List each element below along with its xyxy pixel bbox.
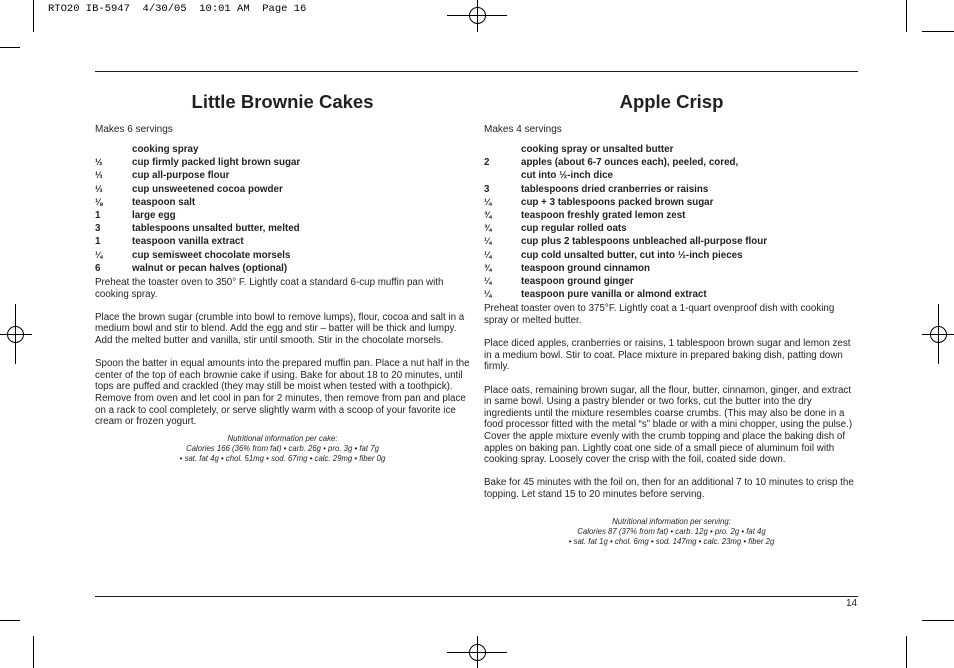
recipe-apple-crisp (484, 88, 859, 547)
page-number: 14 (846, 598, 858, 609)
registration-mark-left-icon (0, 304, 32, 364)
ingredient-name: teaspoon ground ginger (521, 276, 634, 288)
ingredient-continuation: cut into ½-inch dice (521, 170, 613, 182)
registration-mark-right-icon (922, 304, 954, 364)
ingredient-row (484, 235, 859, 248)
ingredient-row (484, 156, 859, 169)
crop-mark-bottom-left-vertical (33, 636, 34, 668)
ingredient-name: cup cold unsalted butter, cut into ½-inch pieces (521, 249, 743, 261)
ingredient-quantity: ½ (95, 157, 103, 168)
ingredient-name: cup semisweet chocolate morsels (132, 249, 291, 261)
ingredient-name: tablespoons unsalted butter, melted (132, 223, 300, 235)
ingredient-list (484, 143, 859, 301)
crop-mark-top-left-vertical (33, 0, 34, 32)
ingredient-row (484, 275, 859, 288)
ingredient-quantity (484, 143, 521, 156)
ingredient-name: teaspoon pure vanilla or almond extract (521, 289, 707, 301)
ingredient-quantity: ¼ (95, 249, 103, 260)
ingredient-row (484, 196, 859, 209)
direction-paragraph: Place the brown sugar (crumble into bowl to remove lumps), flour, cocoa and salt in a medium bowl and stir to blend. Add the egg and stir – batter will be thick and lumpy. Add the melted butter and vanilla, stir until smooth. Stir in the chocolate morsels. (95, 311, 465, 346)
ingredient-name: teaspoon salt (132, 196, 196, 208)
ingredient-quantity: ⅛ (95, 196, 103, 207)
ingredient-row (95, 183, 470, 196)
print-slug: RTO20 IB-5947 4/30/05 10:01 AM Page 16 (48, 3, 307, 15)
crop-mark-top-right-vertical (906, 0, 907, 32)
ingredient-row (95, 143, 470, 156)
direction-paragraph: Bake for 45 minutes with the foil on, then for an additional 7 to 10 minutes to crisp the topping. Let stand 15 to 20 minutes before serving. (484, 477, 854, 500)
registration-mark-bottom-icon (447, 636, 507, 668)
crop-mark-bottom-right-vertical (906, 636, 907, 668)
ingredient-name: cup unsweetened cocoa powder (132, 183, 283, 195)
ingredient-quantity: 1 (95, 236, 101, 248)
ingredient-row (95, 222, 470, 235)
crop-mark-bottom-right-horizontal (922, 620, 954, 621)
nutrition-info (484, 517, 859, 548)
ingredient-row (95, 235, 470, 248)
crop-mark-top-left-horizontal (0, 47, 20, 48)
direction-paragraph: Preheat toaster oven to 375°F. Lightly coat a 1-quart ovenproof dish with cooking spray or melted butter. (484, 303, 835, 327)
nutrition-line: • sat. fat 4g • chol. 51mg • sod. 67mg • calc. 29mg • fiber 0g (179, 454, 386, 464)
ingredient-quantity (95, 143, 132, 156)
ingredient-name: cooking spray or unsalted butter (521, 144, 674, 155)
nutrition-heading: Nutritional information per cake: (227, 433, 338, 443)
ingredient-quantity: 1 (95, 210, 101, 222)
ingredient-quantity: ⅓ (95, 183, 103, 194)
ingredient-quantity: ¾ (484, 223, 492, 234)
recipe-little-brownie-cakes (95, 88, 470, 464)
nutrition-info (95, 434, 470, 465)
recipe-servings: Makes 6 servings (95, 124, 173, 135)
nutrition-line: Calories 166 (36% from fat) • carb. 26g • pro. 3g • fat 7g (186, 443, 379, 453)
ingredient-name: cooking spray (132, 144, 199, 155)
ingredient-row (95, 196, 470, 209)
ingredient-name: teaspoon freshly grated lemon zest (521, 210, 686, 222)
registration-mark-top-icon (447, 0, 507, 32)
crop-mark-bottom-left-horizontal (0, 620, 20, 621)
direction-paragraph: Preheat the toaster oven to 350° F. Lightly coat a standard 6-cup muffin pan with cooking spray. (95, 277, 444, 300)
ingredient-row (484, 222, 859, 235)
direction-paragraph: Place oats, remaining brown sugar, all the flour, butter, cinnamon, ginger, and extract in same bowl. Using a pastry blender or two forks, cut the butter into the dry ingredients until the mixture resembles coarse crumbs. (This may also be done in a food processor fitted with the metal “s” blade or with a mini chopper, using the pulse.) Cover the apple mixture evenly with the crumb topping and place the baking dish of apples on baking pan. Lightly coat one side of a small piece of aluminum foil with cooking spray. Loosely cover the crisp with the foil, coated side down. (484, 384, 853, 466)
ingredient-name: cup firmly packed light brown sugar (132, 157, 301, 169)
ingredient-row (484, 143, 859, 156)
ingredient-row (484, 183, 859, 196)
ingredient-row (95, 169, 470, 182)
crop-mark-top-right-horizontal (922, 31, 954, 32)
ingredient-name: cup all-purpose flour (132, 170, 230, 182)
ingredient-name: large egg (132, 210, 176, 222)
ingredient-quantity: 2 (484, 157, 490, 169)
bottom-rule (95, 596, 858, 597)
ingredient-quantity: 3 (95, 223, 101, 235)
ingredient-name: apples (about 6-7 ounces each), peeled, cored, (521, 157, 739, 169)
nutrition-line: • sat. fat 1g • chol. 6mg • sod. 147mg • calc. 23mg • fiber 2g (568, 536, 775, 546)
ingredient-quantity: 6 (95, 262, 101, 274)
ingredient-name: cup + 3 tablespoons packed brown sugar (521, 196, 714, 208)
ingredient-quantity: ¼ (484, 289, 492, 300)
ingredient-quantity: ¼ (484, 196, 492, 207)
ingredient-row (484, 288, 859, 301)
recipe-title: Little Brownie Cakes (191, 91, 374, 112)
ingredient-name: tablespoons dried cranberries or raisins (521, 183, 709, 195)
ingredient-row (95, 209, 470, 222)
top-rule (95, 71, 858, 72)
ingredient-quantity: ⅓ (95, 170, 103, 181)
ingredient-quantity: ¾ (484, 210, 492, 221)
ingredient-quantity: 3 (484, 183, 490, 195)
ingredient-quantity: ¼ (484, 276, 492, 287)
ingredient-row (95, 156, 470, 169)
recipe-servings: Makes 4 servings (484, 124, 562, 135)
ingredient-list (95, 143, 470, 275)
ingredient-row (484, 249, 859, 262)
direction-paragraph: Place diced apples, cranberries or raisins, 1 tablespoon brown sugar and lemon zest in a medium bowl. Stir to coat. Place mixture in prepared baking dish, patting down firmly. (484, 338, 851, 373)
ingredient-name: cup regular rolled oats (521, 223, 627, 235)
ingredient-quantity: ¼ (484, 236, 492, 247)
nutrition-heading: Nutritional information per serving: (612, 516, 731, 526)
ingredient-name: walnut or pecan halves (optional) (132, 262, 288, 274)
ingredient-name: teaspoon ground cinnamon (521, 262, 650, 274)
ingredient-quantity: ¼ (484, 249, 492, 260)
ingredient-row (484, 262, 859, 275)
ingredient-row (484, 209, 859, 222)
ingredient-row (95, 249, 470, 262)
ingredient-name: teaspoon vanilla extract (132, 236, 244, 248)
ingredient-quantity: ¾ (484, 262, 492, 273)
direction-paragraph: Spoon the batter in equal amounts into the prepared muffin pan. Place a nut half in the center of the top of each brownie cake if using. Bake for about 18 to 20 minutes, until tops are puffed and crackled (they may still be moist when tested with a toothpick). Remove from oven and let cool in pan for 2 minutes, then remove from pan and place on a rack to cool completely, or serve slightly warm with a scoop of your favorite ice cream or frozen yogurt. (95, 358, 470, 428)
ingredient-row (95, 262, 470, 275)
ingredient-name: cup plus 2 tablespoons unbleached all-purpose flour (521, 236, 768, 248)
nutrition-line: Calories 87 (37% from fat) • carb. 12g • pro. 2g • fat 4g (577, 526, 766, 536)
recipe-title: Apple Crisp (619, 91, 724, 112)
